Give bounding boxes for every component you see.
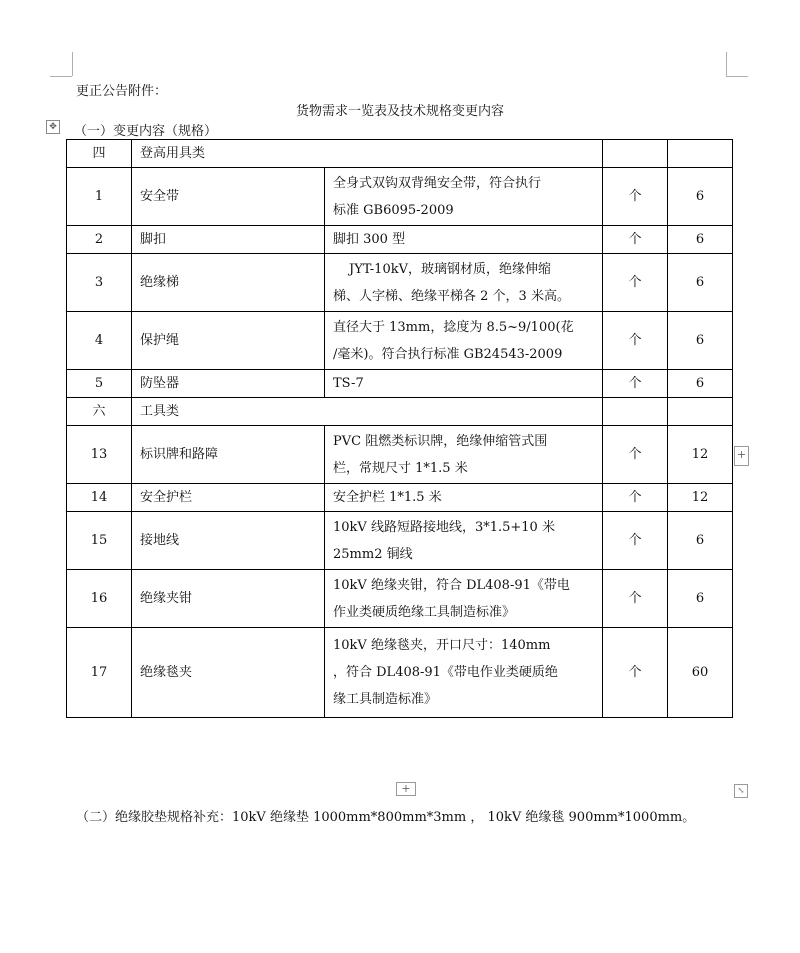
item-quantity: 6 — [668, 370, 733, 398]
item-unit: 个 — [603, 370, 668, 398]
item-name: 安全带 — [132, 168, 325, 226]
spec-line: 标准 GB6095-2009 — [333, 202, 454, 218]
item-spec — [325, 312, 603, 370]
item-number: 5 — [67, 370, 132, 398]
item-spec — [325, 168, 603, 226]
qty-cell — [668, 140, 733, 168]
item-number: 15 — [67, 512, 132, 570]
item-unit: 个 — [603, 628, 668, 718]
item-spec — [325, 370, 603, 398]
item-number: 14 — [67, 484, 132, 512]
unit-cell — [603, 140, 668, 168]
item-unit: 个 — [603, 226, 668, 254]
item-spec — [325, 254, 603, 312]
item-spec — [325, 512, 603, 570]
item-quantity: 6 — [668, 512, 733, 570]
table-move-handle-icon[interactable]: ✥ — [46, 120, 60, 134]
table-row — [67, 226, 733, 254]
item-quantity: 12 — [668, 484, 733, 512]
section-number: 六 — [67, 398, 132, 426]
spec-line: 脚扣 300 型 — [333, 232, 406, 247]
item-number: 17 — [67, 628, 132, 718]
item-name: 绝缘夹钳 — [132, 570, 325, 628]
section-heading: （一）变更内容（规格） — [74, 124, 218, 139]
item-number: 4 — [67, 312, 132, 370]
spec-line: 10kV 绝缘夹钳，符合 DL408-91《带电 — [333, 577, 570, 593]
item-name: 接地线 — [132, 512, 325, 570]
item-spec — [325, 426, 603, 484]
table-row — [67, 168, 733, 226]
table-row — [67, 370, 733, 398]
item-name: 防坠器 — [132, 370, 325, 398]
item-quantity: 6 — [668, 168, 733, 226]
spec-line: JYT-10kV，玻璃钢材质，绝缘伸缩 — [349, 261, 551, 277]
item-unit: 个 — [603, 484, 668, 512]
table-row — [67, 628, 733, 718]
item-number: 13 — [67, 426, 132, 484]
spec-line: 缘工具制造标准》 — [333, 692, 438, 707]
item-name: 脚扣 — [132, 226, 325, 254]
section-number: 四 — [67, 140, 132, 168]
item-unit: 个 — [603, 426, 668, 484]
item-quantity: 6 — [668, 254, 733, 312]
table-resize-handle-icon[interactable]: ⤡ — [734, 784, 748, 798]
add-row-icon[interactable]: + — [396, 782, 416, 796]
item-spec — [325, 628, 603, 718]
section-name: 工具类 — [132, 398, 603, 426]
item-spec — [325, 570, 603, 628]
spec-line: PVC 阻燃类标识牌，绝缘伸缩管式围 — [333, 433, 548, 449]
section-name: 登高用具类 — [132, 140, 603, 168]
item-quantity: 60 — [668, 628, 733, 718]
section-row — [67, 140, 733, 168]
item-quantity: 6 — [668, 570, 733, 628]
table-row — [67, 254, 733, 312]
add-column-icon[interactable]: + — [734, 446, 749, 466]
annex-heading: 更正公告附件： — [76, 84, 168, 99]
item-name: 安全护栏 — [132, 484, 325, 512]
item-unit: 个 — [603, 254, 668, 312]
section-row — [67, 398, 733, 426]
item-name: 绝缘毯夹 — [132, 628, 325, 718]
supplement-note: （二）绝缘胶垫规格补充：10kV 绝缘垫 1000mm*800mm*3mm ， 10kV 绝缘毯 900mm*1000mm。 — [76, 810, 696, 825]
table-row — [67, 312, 733, 370]
spec-line: 10kV 线路短路接地线，3*1.5+10 米 — [333, 519, 555, 535]
spec-line: TS-7 — [333, 376, 364, 391]
spec-line: 梯、人字梯、绝缘平梯各 2 个，3 米高。 — [333, 288, 570, 304]
item-name: 保护绳 — [132, 312, 325, 370]
document-title: 货物需求一览表及技术规格变更内容 — [295, 104, 504, 119]
item-number: 2 — [67, 226, 132, 254]
item-quantity: 6 — [668, 312, 733, 370]
spec-line: 25mm2 铜线 — [333, 546, 413, 562]
spec-line: /毫米)。符合执行标准 GB24543-2009 — [333, 346, 563, 362]
spec-line: 10kV 绝缘毯夹，开口尺寸：140mm — [333, 638, 551, 653]
table-row — [67, 426, 733, 484]
crop-mark — [50, 76, 72, 77]
item-spec — [325, 226, 603, 254]
table-row — [67, 484, 733, 512]
item-number: 3 — [67, 254, 132, 312]
item-quantity: 6 — [668, 226, 733, 254]
crop-mark — [72, 52, 73, 76]
item-spec — [325, 484, 603, 512]
item-name: 标识牌和路障 — [132, 426, 325, 484]
crop-mark — [726, 52, 727, 76]
spec-line: 栏，常规尺寸 1*1.5 米 — [333, 460, 468, 476]
unit-cell — [603, 398, 668, 426]
item-unit: 个 — [603, 512, 668, 570]
table-row — [67, 512, 733, 570]
qty-cell — [668, 398, 733, 426]
spec-line: 直径大于 13mm，捻度为 8.5~9/100(花 — [333, 319, 574, 335]
spec-line: 作业类硬质绝缘工具制造标准》 — [333, 604, 516, 620]
item-number: 1 — [67, 168, 132, 226]
item-unit: 个 — [603, 168, 668, 226]
spec-line: ，符合 DL408-91《带电作业类硬质绝 — [333, 665, 558, 680]
item-unit: 个 — [603, 312, 668, 370]
crop-mark — [726, 76, 748, 77]
item-unit: 个 — [603, 570, 668, 628]
item-name: 绝缘梯 — [132, 254, 325, 312]
spec-line: 安全护栏 1*1.5 米 — [333, 490, 442, 505]
item-number: 16 — [67, 570, 132, 628]
spec-table — [66, 139, 733, 718]
table-row — [67, 570, 733, 628]
spec-line: 全身式双钩双背绳安全带，符合执行 — [333, 175, 542, 191]
item-quantity: 12 — [668, 426, 733, 484]
